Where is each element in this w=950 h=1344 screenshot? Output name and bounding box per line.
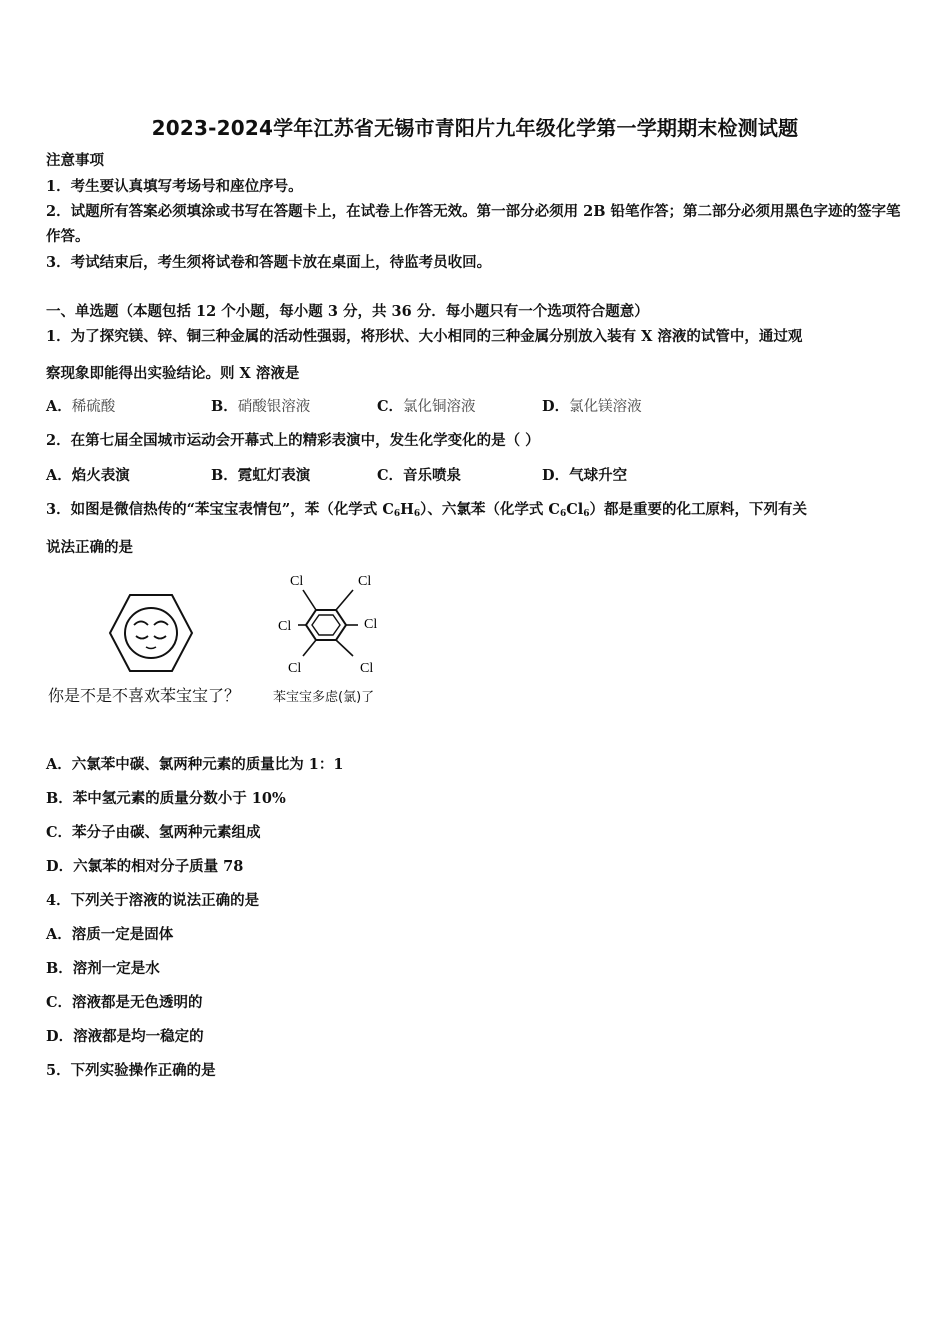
- bond: [303, 590, 316, 610]
- page-title: 2023-2024学年江苏省无锡市青阳片九年级化学第一学期期末检测试题: [151, 116, 799, 140]
- option-letter: C．: [377, 467, 404, 484]
- hexachloro-inner-bonds: [312, 615, 340, 635]
- option-letter: D．: [542, 398, 570, 415]
- q3-option-a: A．六氯苯中碳、氯两种元素的质量比为 1：1: [46, 756, 344, 773]
- option-text: 稀硫酸: [71, 399, 116, 415]
- option-letter: A．: [46, 398, 72, 415]
- subscript: 6: [393, 509, 401, 519]
- q3-option-b: B．苯中氢元素的质量分数小于 10%: [46, 790, 286, 807]
- notice-item: 3．考试结束后，考生须将试卷和答题卡放在桌面上，待监考员收回。: [46, 254, 492, 271]
- atom-label-cl: Cl: [358, 574, 372, 589]
- bond: [336, 590, 353, 610]
- option-text: 氯化铜溶液: [403, 399, 476, 415]
- closed-eye-right: [154, 622, 168, 626]
- q1-option-a: [46, 397, 115, 417]
- option-letter: A．: [46, 467, 72, 484]
- q4-option-b: B．溶剂一定是水: [46, 960, 160, 977]
- figure-caption-left: 你是不是不喜欢苯宝宝了？: [48, 686, 241, 705]
- atom-label-cl: Cl: [290, 574, 304, 589]
- q3-option-d: D．六氯苯的相对分子质量 78: [46, 858, 244, 875]
- q2-option-c: [377, 466, 461, 486]
- q2-option-a: [46, 466, 130, 486]
- benzene-inner-circle: [125, 608, 177, 658]
- bond: [303, 640, 316, 656]
- option-text: 硝酸银溶液: [237, 399, 311, 415]
- option-letter: C．: [377, 398, 404, 415]
- q1-option-b: [211, 397, 310, 417]
- stem-part: 3．如图是微信热传的“苯宝宝表情包”，苯（化学式 C: [46, 501, 394, 518]
- bond: [336, 640, 353, 656]
- q5-stem: 5．下列实验操作正确的是: [46, 1062, 216, 1079]
- notice-item: 2．试题所有答案必须填涂或书写在答题卡上，在试卷上作答无效。第一部分必须用 2B 铅笔作答；第二部分必须用黑色字迹的签字笔作答。: [46, 203, 901, 245]
- mouth: [146, 647, 156, 649]
- q2-option-d: [542, 466, 627, 486]
- option-text: 气球升空: [569, 467, 628, 484]
- option-letter: B．: [211, 467, 238, 484]
- notice-item: 1．考生要认真填写考场号和座位序号。: [46, 178, 303, 195]
- atom-label-cl: Cl: [288, 661, 302, 676]
- closed-eye-left: [134, 622, 148, 626]
- stem-part: Cl: [566, 501, 584, 518]
- q2-stem: 2．在第七届全国城市运动会开幕式上的精彩表演中，发生化学变化的是（ ）: [46, 432, 540, 449]
- section-heading: 一、单选题（本题包括 12 个小题，每小题 3 分，共 36 分．每小题只有一个选项符合题意）: [46, 303, 649, 320]
- closed-eye-left-lower: [136, 636, 148, 639]
- option-text: 焰火表演: [71, 467, 130, 484]
- q4-option-c: C．溶液都是无色透明的: [46, 994, 203, 1011]
- q1-option-c: [377, 397, 476, 417]
- hexachlorobenzene-figure: [270, 568, 390, 680]
- q4-option-a: A．溶质一定是固体: [46, 926, 174, 943]
- q1-option-d: [542, 397, 642, 417]
- q3-stem: 说法正确的是: [46, 539, 133, 556]
- stem-part: H: [400, 501, 414, 518]
- stem-part: ）都是重要的化工原料，下列有关: [589, 501, 808, 518]
- option-text: 音乐喷泉: [403, 467, 462, 484]
- q4-stem: 4．下列关于溶液的说法正确的是: [46, 892, 260, 909]
- atom-label-cl: Cl: [278, 619, 292, 634]
- atom-label-cl: Cl: [360, 661, 374, 676]
- q2-option-b: [211, 466, 310, 486]
- option-text: 霓虹灯表演: [237, 467, 311, 484]
- option-text: 氯化镁溶液: [569, 399, 642, 415]
- atom-label-cl: Cl: [364, 617, 378, 632]
- benzene-ring: [110, 595, 192, 671]
- q3-stem: [46, 500, 906, 524]
- stem-part: ）、六氯苯（化学式 C: [420, 501, 560, 518]
- subscript: 6: [413, 509, 421, 519]
- subscript: 6: [583, 509, 590, 519]
- notice-heading: 注意事项: [46, 152, 104, 169]
- closed-eye-right-lower: [154, 636, 166, 639]
- q1-stem: 1．为了探究镁、锌、铜三种金属的活动性强弱，将形状、大小相同的三种金属分别放入装有 X 溶液的试管中，通过观: [46, 328, 803, 345]
- option-letter: D．: [542, 467, 570, 484]
- q3-option-c: C．苯分子由碳、氢两种元素组成: [46, 824, 261, 841]
- q1-stem: 察现象即能得出实验结论。则 X 溶液是: [46, 365, 300, 382]
- option-letter: B．: [211, 398, 238, 415]
- benzene-emoji-figure: [106, 592, 196, 674]
- subscript: 6: [559, 509, 567, 519]
- figure-caption-right: 苯宝宝多虑(氯)了: [273, 690, 375, 705]
- q4-option-d: D．溶液都是均一稳定的: [46, 1028, 204, 1045]
